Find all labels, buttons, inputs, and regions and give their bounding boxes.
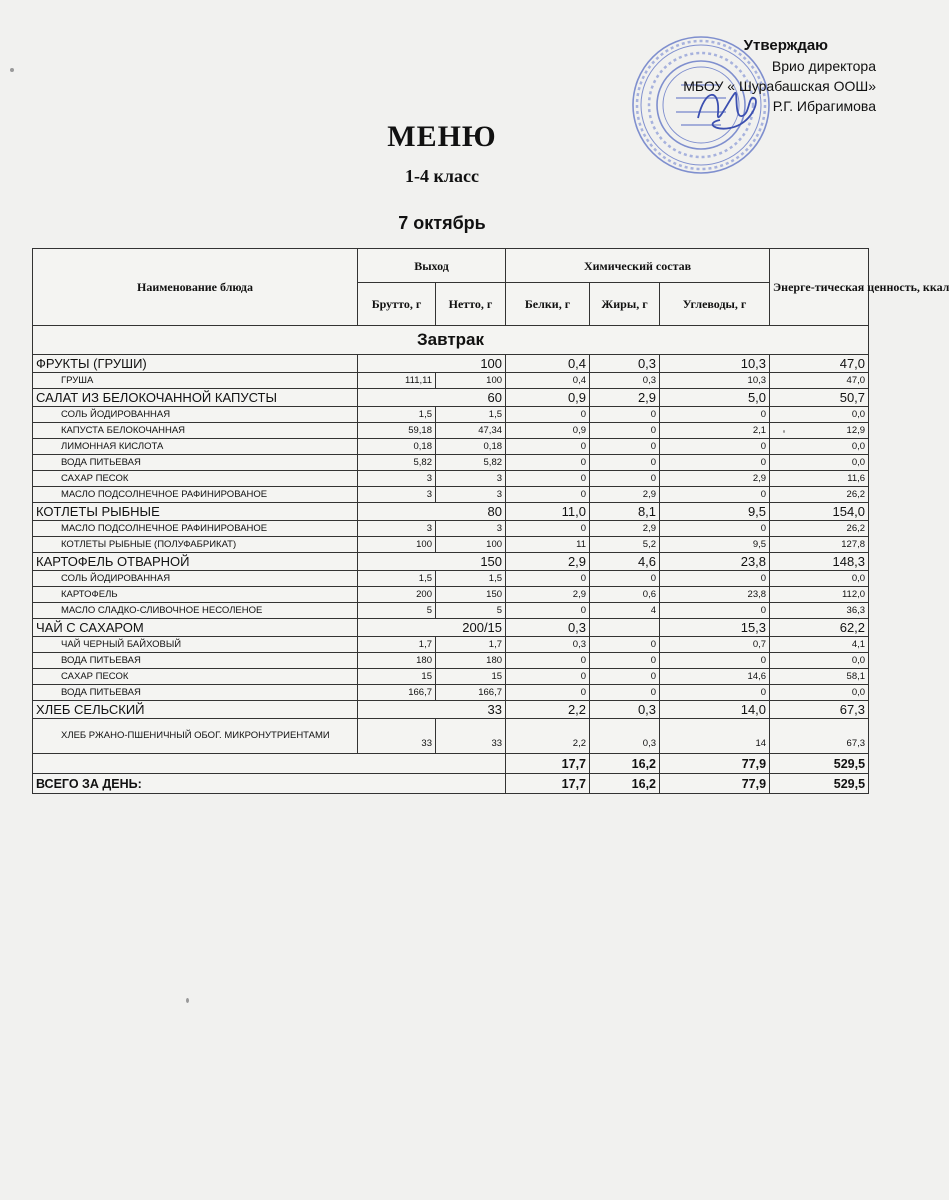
cell-kcal: 26,2	[770, 521, 869, 537]
cell-protein: 0	[506, 439, 590, 455]
ingredient-brutto: 1,7	[358, 637, 436, 653]
menu-table	[32, 248, 949, 794]
cell-protein: 0,4	[506, 373, 590, 389]
ingredient-netto: 180	[436, 653, 506, 669]
header-chemical-composition: Химический состав	[506, 249, 770, 283]
ingredient-brutto: 5,82	[358, 455, 436, 471]
ingredient-row	[33, 571, 869, 587]
ingredient-name: МАСЛО ПОДСОЛНЕЧНОЕ РАФИНИРОВАНОЕ	[33, 487, 358, 503]
cell-protein: 0	[506, 653, 590, 669]
cell-fat: 8,1	[590, 503, 660, 521]
cell-carbs: 0	[660, 603, 770, 619]
cell-carbs: 9,5	[660, 537, 770, 553]
cell-protein: 11	[506, 537, 590, 553]
cell-kcal: 47,0	[770, 373, 869, 389]
cell-protein: 0	[506, 571, 590, 587]
ingredient-brutto: 166,7	[358, 685, 436, 701]
dish-output: 100	[358, 355, 506, 373]
ingredient-netto: 0,18	[436, 439, 506, 455]
ingredient-row	[33, 669, 869, 685]
cell-carbs: 14,0	[660, 701, 770, 719]
ingredient-name: КОТЛЕТЫ РЫБНЫЕ (ПОЛУФАБРИКАТ)	[33, 537, 358, 553]
ingredient-row	[33, 439, 869, 455]
ingredient-netto: 5	[436, 603, 506, 619]
cell-fat: 0	[590, 471, 660, 487]
header-energy: Энерге-тическая ценность, ккал	[770, 249, 869, 326]
cell-carbs: 0	[660, 521, 770, 537]
scan-speck	[186, 998, 189, 1003]
dish-name: ХЛЕБ СЕЛЬСКИЙ	[33, 701, 358, 719]
cell-protein: 0	[506, 521, 590, 537]
cell-protein: 0	[506, 487, 590, 503]
ingredient-brutto: 59,18	[358, 423, 436, 439]
ingredient-brutto: 180	[358, 653, 436, 669]
ingredient-netto: 150	[436, 587, 506, 603]
cell-carbs: 14	[660, 719, 770, 754]
ingredient-name: МАСЛО СЛАДКО-СЛИВОЧНОЕ НЕСОЛЕНОЕ	[33, 603, 358, 619]
class-label: 1-4 класс	[405, 166, 479, 186]
ingredient-row	[33, 653, 869, 669]
cell-fat: 0	[590, 653, 660, 669]
ingredient-name: ВОДА ПИТЬЕВАЯ	[33, 685, 358, 701]
cell-protein: 0,4	[506, 355, 590, 373]
cell-kcal: 0,0	[770, 439, 869, 455]
ingredient-name: СОЛЬ ЙОДИРОВАННАЯ	[33, 407, 358, 423]
cell-fat: 2,9	[590, 389, 660, 407]
cell-fat: 0,3	[590, 719, 660, 754]
header-netto: Нетто, г	[436, 283, 506, 326]
cell-carbs: 23,8	[660, 587, 770, 603]
cell-fat: 0	[590, 439, 660, 455]
cell-fat: 0	[590, 423, 660, 439]
cell-kcal: 58,1	[770, 669, 869, 685]
dish-name: САЛАТ ИЗ БЕЛОКОЧАННОЙ КАПУСТЫ	[33, 389, 358, 407]
dish-output: 60	[358, 389, 506, 407]
total-kcal: 529,5	[770, 774, 869, 794]
ingredient-brutto: 3	[358, 487, 436, 503]
dish-row	[33, 389, 869, 407]
cell-carbs: 5,0	[660, 389, 770, 407]
cell-fat: 0	[590, 637, 660, 653]
total-label: ВСЕГО ЗА ДЕНЬ:	[33, 774, 506, 794]
subtotal-label	[33, 754, 506, 774]
cell-carbs: 0	[660, 439, 770, 455]
cell-protein: 2,2	[506, 719, 590, 754]
ingredient-brutto: 33	[358, 719, 436, 754]
cell-carbs: 2,9	[660, 471, 770, 487]
cell-protein: 0	[506, 471, 590, 487]
cell-protein: 0	[506, 455, 590, 471]
cell-protein: 0,3	[506, 637, 590, 653]
header-protein: Белки, г	[506, 283, 590, 326]
cell-carbs: 23,8	[660, 553, 770, 571]
ingredient-netto: 33	[436, 719, 506, 754]
cell-protein: 0	[506, 685, 590, 701]
cell-kcal: 4,1	[770, 637, 869, 653]
ingredient-name: ГРУША	[33, 373, 358, 389]
ingredient-name: СОЛЬ ЙОДИРОВАННАЯ	[33, 571, 358, 587]
cell-kcal: 0,0	[770, 571, 869, 587]
cell-carbs: 15,3	[660, 619, 770, 637]
ingredient-row	[33, 685, 869, 701]
approval-line-position: Врио директора	[771, 58, 876, 74]
dish-name: ФРУКТЫ (ГРУШИ)	[33, 355, 358, 373]
ingredient-brutto: 3	[358, 521, 436, 537]
dish-row	[33, 619, 869, 637]
ingredient-netto: 5,82	[436, 455, 506, 471]
cell-carbs: 2,1	[660, 423, 770, 439]
cell-protein: 2,9	[506, 587, 590, 603]
dish-row	[33, 503, 869, 521]
ingredient-name: ХЛЕБ РЖАНО-ПШЕНИЧНЫЙ ОБОГ. МИКРОНУТРИЕНТАМИ	[33, 719, 358, 754]
total-protein: 17,7	[506, 774, 590, 794]
menu-date: 7 октябрь	[398, 213, 486, 233]
cell-fat: 0	[590, 407, 660, 423]
cell-fat: 5,2	[590, 537, 660, 553]
ingredient-netto: 166,7	[436, 685, 506, 701]
ingredient-name: САХАР ПЕСОК	[33, 471, 358, 487]
cell-kcal: 62,2	[770, 619, 869, 637]
header-brutto: Брутто, г	[358, 283, 436, 326]
ingredient-netto: 1,5	[436, 407, 506, 423]
cell-fat: 4,6	[590, 553, 660, 571]
subtotal-row	[33, 754, 869, 774]
cell-carbs: 0	[660, 455, 770, 471]
cell-kcal: 0,0	[770, 455, 869, 471]
ingredient-brutto: 200	[358, 587, 436, 603]
cell-kcal: 26,2	[770, 487, 869, 503]
ingredient-row	[33, 537, 869, 553]
ingredient-brutto: 0,18	[358, 439, 436, 455]
cell-protein: 2,2	[506, 701, 590, 719]
subtotal-fat: 16,2	[590, 754, 660, 774]
scan-speck	[10, 68, 14, 72]
ingredient-netto: 1,7	[436, 637, 506, 653]
cell-protein: 0	[506, 603, 590, 619]
dish-row	[33, 355, 869, 373]
ingredient-row	[33, 373, 869, 389]
cell-kcal: 50,7	[770, 389, 869, 407]
total-fat: 16,2	[590, 774, 660, 794]
cell-kcal: 47,0	[770, 355, 869, 373]
cell-kcal: 67,3	[770, 701, 869, 719]
cell-kcal: 127,8	[770, 537, 869, 553]
cell-carbs: 0,7	[660, 637, 770, 653]
ingredient-netto: 3	[436, 471, 506, 487]
ingredient-brutto: 111,11	[358, 373, 436, 389]
cell-carbs: 14,6	[660, 669, 770, 685]
cell-kcal: 0,0	[770, 685, 869, 701]
ingredient-brutto: 3	[358, 471, 436, 487]
cell-fat: 0,3	[590, 701, 660, 719]
cell-protein: 0,9	[506, 389, 590, 407]
cell-fat	[590, 619, 660, 637]
subtotal-carbs: 77,9	[660, 754, 770, 774]
ingredient-brutto: 1,5	[358, 407, 436, 423]
section-breakfast: Завтрак	[33, 326, 869, 355]
cell-kcal: 0,0	[770, 653, 869, 669]
total-carbs: 77,9	[660, 774, 770, 794]
ingredient-netto: 47,34	[436, 423, 506, 439]
dish-output: 200/15	[358, 619, 506, 637]
cell-protein: 0	[506, 669, 590, 685]
subtotal-kcal: 529,5	[770, 754, 869, 774]
cell-carbs: 10,3	[660, 373, 770, 389]
ingredient-netto: 100	[436, 373, 506, 389]
cell-fat: 2,9	[590, 521, 660, 537]
cell-carbs: 0	[660, 487, 770, 503]
approval-line-name: Р.Г. Ибрагимова	[772, 98, 876, 114]
subtotal-protein: 17,7	[506, 754, 590, 774]
ingredient-name: ЛИМОННАЯ КИСЛОТА	[33, 439, 358, 455]
cell-kcal: 11,6	[770, 471, 869, 487]
ingredient-row	[33, 719, 869, 754]
dish-output: 80	[358, 503, 506, 521]
header-output: Выход	[358, 249, 506, 283]
ingredient-row	[33, 521, 869, 537]
cell-fat: 2,9	[590, 487, 660, 503]
cell-protein: 0	[506, 407, 590, 423]
cell-protein: 0,9	[506, 423, 590, 439]
cell-fat: 0	[590, 669, 660, 685]
dish-output: 150	[358, 553, 506, 571]
ingredient-row	[33, 407, 869, 423]
cell-fat: 0,6	[590, 587, 660, 603]
approval-heading: Утверждаю	[743, 37, 828, 54]
ingredient-netto: 15	[436, 669, 506, 685]
dish-row	[33, 553, 869, 571]
cell-kcal: 0,0	[770, 407, 869, 423]
cell-carbs: 0	[660, 685, 770, 701]
cell-carbs: 9,5	[660, 503, 770, 521]
header-carbs: Углеводы, г	[660, 283, 770, 326]
cell-protein: 0,3	[506, 619, 590, 637]
cell-protein: 11,0	[506, 503, 590, 521]
cell-protein: 2,9	[506, 553, 590, 571]
cell-kcal: 12,9	[770, 423, 869, 439]
ingredient-brutto: 100	[358, 537, 436, 553]
cell-fat: 4	[590, 603, 660, 619]
dish-row	[33, 701, 869, 719]
dish-output: 33	[358, 701, 506, 719]
cell-carbs: 10,3	[660, 355, 770, 373]
scan-speck	[783, 430, 785, 433]
cell-fat: 0,3	[590, 355, 660, 373]
cell-fat: 0,3	[590, 373, 660, 389]
ingredient-name: ЧАЙ ЧЕРНЫЙ БАЙХОВЫЙ	[33, 637, 358, 653]
dish-name: ЧАЙ С САХАРОМ	[33, 619, 358, 637]
cell-fat: 0	[590, 571, 660, 587]
ingredient-netto: 100	[436, 537, 506, 553]
ingredient-name: КАПУСТА БЕЛОКОЧАННАЯ	[33, 423, 358, 439]
signature	[690, 78, 770, 138]
approval-line-school: МБОУ « Шурабашская ООШ»	[683, 78, 876, 94]
ingredient-name: МАСЛО ПОДСОЛНЕЧНОЕ РАФИНИРОВАНОЕ	[33, 521, 358, 537]
cell-kcal: 112,0	[770, 587, 869, 603]
ingredient-row	[33, 423, 869, 439]
ingredient-brutto: 15	[358, 669, 436, 685]
cell-fat: 0	[590, 455, 660, 471]
header-fat: Жиры, г	[590, 283, 660, 326]
cell-kcal: 36,3	[770, 603, 869, 619]
ingredient-netto: 3	[436, 487, 506, 503]
dish-name: КОТЛЕТЫ РЫБНЫЕ	[33, 503, 358, 521]
ingredient-name: САХАР ПЕСОК	[33, 669, 358, 685]
cell-carbs: 0	[660, 653, 770, 669]
ingredient-name: ВОДА ПИТЬЕВАЯ	[33, 455, 358, 471]
total-row	[33, 774, 869, 794]
cell-kcal: 148,3	[770, 553, 869, 571]
cell-carbs: 0	[660, 571, 770, 587]
page-title: МЕНЮ	[387, 120, 497, 153]
dish-name: КАРТОФЕЛЬ ОТВАРНОЙ	[33, 553, 358, 571]
ingredient-brutto: 1,5	[358, 571, 436, 587]
ingredient-brutto: 5	[358, 603, 436, 619]
ingredient-netto: 1,5	[436, 571, 506, 587]
ingredient-name: ВОДА ПИТЬЕВАЯ	[33, 653, 358, 669]
ingredient-row	[33, 455, 869, 471]
ingredient-row	[33, 587, 869, 603]
header-dish-name: Наименование блюда	[33, 249, 358, 326]
ingredient-row	[33, 487, 869, 503]
cell-kcal: 67,3	[770, 719, 869, 754]
ingredient-row	[33, 603, 869, 619]
ingredient-row	[33, 471, 869, 487]
cell-fat: 0	[590, 685, 660, 701]
ingredient-netto: 3	[436, 521, 506, 537]
cell-kcal: 154,0	[770, 503, 869, 521]
ingredient-row	[33, 637, 869, 653]
cell-carbs: 0	[660, 407, 770, 423]
ingredient-name: КАРТОФЕЛЬ	[33, 587, 358, 603]
